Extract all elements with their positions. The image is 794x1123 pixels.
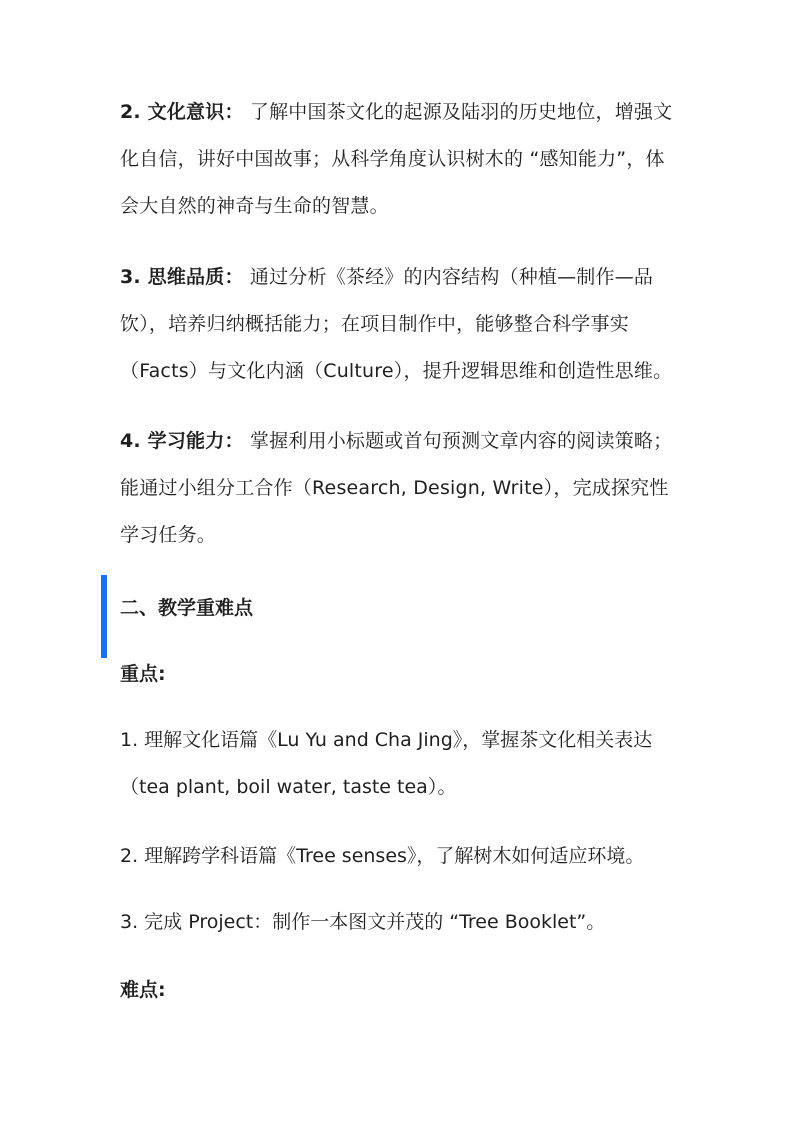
section-accent-bar bbox=[101, 575, 107, 658]
objective-label: 2. 文化意识： bbox=[120, 101, 244, 123]
objective-text: 了解中国茶文化的起源及陆羽的历史地位，增强文化自信，讲好中国故事；从科学角度认识树木的 “感知能力”，体会大自然的神奇与生命的智慧。 bbox=[120, 101, 673, 217]
objective-label: 3. 思维品质： bbox=[120, 266, 244, 288]
difficult-points-heading: 难点: bbox=[120, 979, 166, 1001]
key-point-item: 1. 理解文化语篇《Lu Yu and Cha Jing》，掌握茶文化相关表达（tea plant, boil water, taste tea）。 bbox=[120, 729, 653, 798]
objective-label: 4. 学习能力： bbox=[120, 430, 244, 452]
objective-cultural-awareness bbox=[120, 89, 680, 230]
objective-text: 掌握利用小标题或首句预测文章内容的阅读策略；能通过小组分工合作（Research, Design, Write），完成探究性学习任务。 bbox=[120, 430, 673, 546]
objective-text: 通过分析《茶经》的内容结构（种植—制作—品饮），培养归纳概括能力；在项目制作中，能够整合科学事实（Facts）与文化内涵（Culture），提升逻辑思维和创造性思维。 bbox=[120, 266, 673, 382]
objective-learning-ability bbox=[120, 418, 680, 559]
objective-thinking-quality bbox=[120, 254, 680, 395]
key-points-heading: 重点: bbox=[120, 663, 166, 685]
key-point-item: 2. 理解跨学科语篇《Tree senses》，了解树木如何适应环境。 bbox=[120, 845, 645, 867]
key-point-item: 3. 完成 Project：制作一本图文并茂的 “Tree Booklet”。 bbox=[120, 911, 606, 933]
section-heading: 二、教学重难点 bbox=[120, 597, 254, 619]
